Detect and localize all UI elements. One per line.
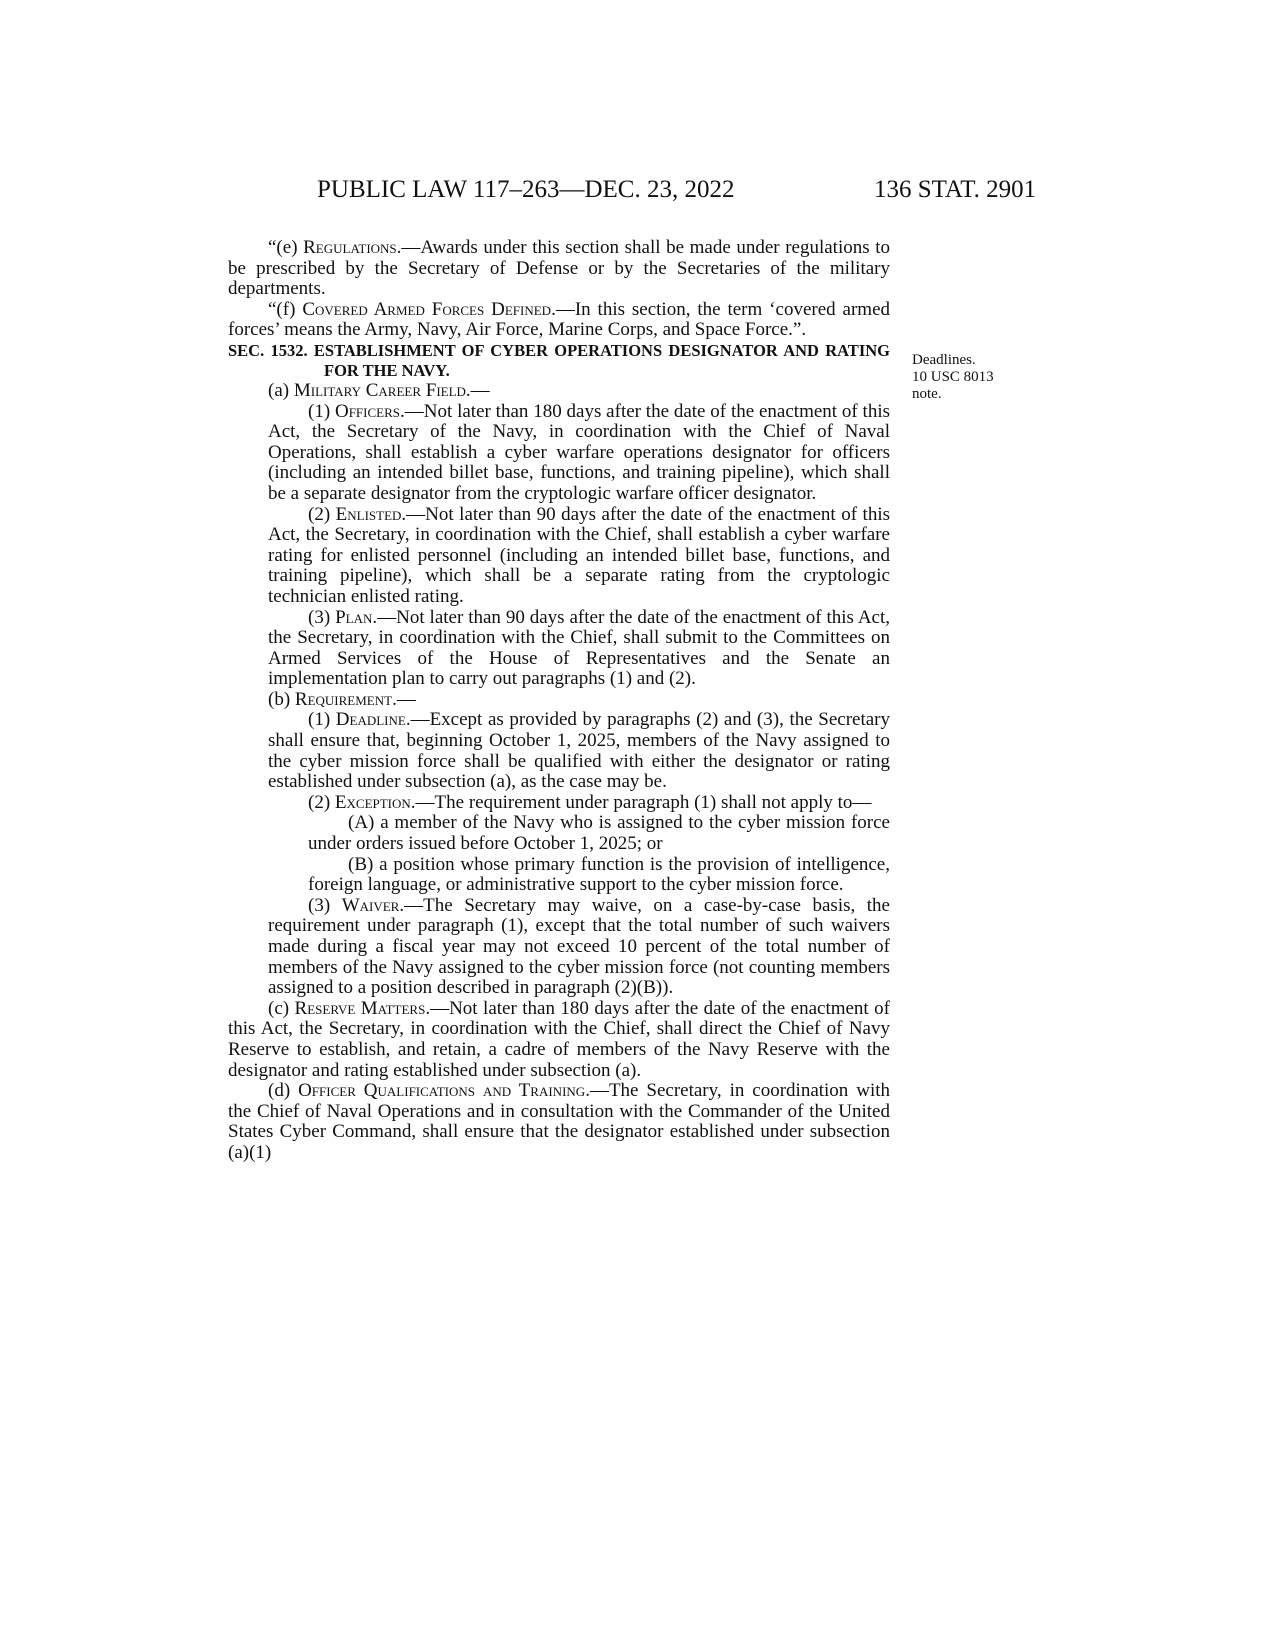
subsection-heading: Reserve Matters <box>294 997 426 1019</box>
subsection-text: .—The Secretary, in coordination with the Chief of Naval Operations and in consultation with the Commander of the United States Cyber Command, shall ensure that the designator established under subsection (a)(1) <box>228 1080 891 1163</box>
paragraph-a1 <box>228 402 890 505</box>
paragraph-text: .—Not later than 180 days after the date of the enactment of this Act, the Secretary of the Navy, in coordination with the Chief of Naval Operations, shall establish a cyber warfare operations designator for officers (including an intended billet base, functions, and training pipeline), which shall be a separate designator from the cryptologic warfare officer designator. <box>268 400 890 504</box>
subsection-text: .— <box>392 688 416 710</box>
paragraph-heading: Plan <box>335 606 373 628</box>
paragraph-heading: Enlisted <box>335 503 402 525</box>
subparagraph-b2A: (A) a member of the Navy who is assigned to the cyber mission force under orders issued before October 1, 2025; or <box>308 812 890 855</box>
margin-note-line: 10 USC 8013 <box>912 369 994 385</box>
subsection-a <box>228 381 890 402</box>
subsection-c <box>228 999 890 1081</box>
paragraph-b1 <box>228 710 890 792</box>
margin-note <box>912 352 1032 403</box>
paragraph-label: (1) <box>308 709 336 731</box>
paragraph-heading: Deadline <box>335 709 406 731</box>
subsection-d <box>228 1081 890 1163</box>
subsection-label: (b) <box>268 688 295 710</box>
subsection-b <box>228 690 890 711</box>
paragraph-label: (3) <box>308 894 342 916</box>
paragraph-a3 <box>228 608 890 690</box>
subsection-text: .—Not later than 180 days after the date of the enactment of this Act, the Secretary, in coordination with the Chief, shall direct the Chief of Navy Reserve to establish, and retain, a cadre of members of the Navy Reserve with the designator and rating established under subsection (a). <box>228 997 890 1081</box>
subsection-heading: Military Career Field <box>293 379 466 401</box>
paragraph-text: .—Not later than 90 days after the date of the enactment of this Act, the Secretary, in coordination with the Chief, shall establish a cyber warfare rating for enlisted personnel (including an intended billet base, functions, and training pipeline), which shall be a separate rating from the cryptologic technician enlisted rating. <box>268 503 890 607</box>
subsection-heading: Covered Armed Forces Defined <box>302 298 552 320</box>
statute-body <box>228 238 890 1164</box>
paragraph-b2 <box>228 793 890 814</box>
subsection-e <box>228 238 890 300</box>
paragraph-label: (3) <box>308 606 336 628</box>
paragraph-label: (2) <box>308 503 336 525</box>
subsection-heading: Regulations <box>303 237 397 258</box>
paragraph-heading: Exception <box>334 791 411 813</box>
subsection-label: (a) <box>268 379 294 401</box>
subsection-label: “(e) <box>268 237 304 258</box>
paragraph-heading: Waiver <box>341 894 400 916</box>
subsection-label: (c) <box>268 997 295 1019</box>
subsection-text: .— <box>465 379 490 401</box>
subsection-f <box>228 300 890 341</box>
subsection-label: “(f) <box>268 298 303 320</box>
paragraph-b3 <box>228 896 890 999</box>
paragraph-label: (1) <box>308 400 335 422</box>
paragraph-a2 <box>228 505 890 608</box>
subsection-heading: Requirement <box>294 688 393 710</box>
margin-note-line: Deadlines. <box>912 352 976 368</box>
page-number: 136 STAT. 2901 <box>874 176 1037 203</box>
paragraph-heading: Officers <box>334 400 401 422</box>
paragraph-label: (2) <box>308 791 335 813</box>
subsection-heading: Officer Qualifications and Training <box>298 1080 586 1102</box>
margin-note-line: note. <box>912 386 942 402</box>
subsection-text: .—Awards under this section shall be made under regulations to be prescribed by the Secretary of Defense or by the Secretaries of the military departments. <box>228 237 890 300</box>
paragraph-text: .—Not later than 90 days after the date of the enactment of this Act, the Secretary, in coordination with the Chief, shall submit to the Committees on Armed Services of the House of Representatives and the Senate an implementation plan to carry out paragraphs (1) and (2). <box>268 606 891 690</box>
paragraph-text: .—The Secretary may waive, on a case-by-case basis, the requirement under paragraph (1), except that the total number of such waivers made during a fiscal year may not exceed 10 percent of the total number of members of the Navy assigned to the cyber mission force (not counting members assigned to a position described in paragraph (2)(B)). <box>268 894 890 999</box>
subsection-text: .—In this section, the term ‘covered armed forces’ means the Army, Navy, Air Force, Marine Corps, and Space Force.”. <box>228 298 891 341</box>
running-head: PUBLIC LAW 117–263—DEC. 23, 2022 <box>317 176 735 203</box>
paragraph-text: .—The requirement under paragraph (1) shall not apply to— <box>410 791 872 813</box>
subparagraph-b2B: (B) a position whose primary function is the provision of intelligence, foreign language, or administrative support to the cyber mission force. <box>308 853 890 896</box>
subsection-label: (d) <box>268 1080 299 1102</box>
page-header <box>0 176 1275 212</box>
section-heading: SEC. 1532. ESTABLISHMENT OF CYBER OPERATIONS DESIGNATOR AND RATING FOR THE NAVY. <box>228 340 890 380</box>
paragraph-text: .—Except as provided by paragraphs (2) and (3), the Secretary shall ensure that, beginning October 1, 2025, members of the Navy assigned to the cyber mission force shall be qualified with either the designator or rating established under subsection (a), as the case may be. <box>268 709 891 793</box>
